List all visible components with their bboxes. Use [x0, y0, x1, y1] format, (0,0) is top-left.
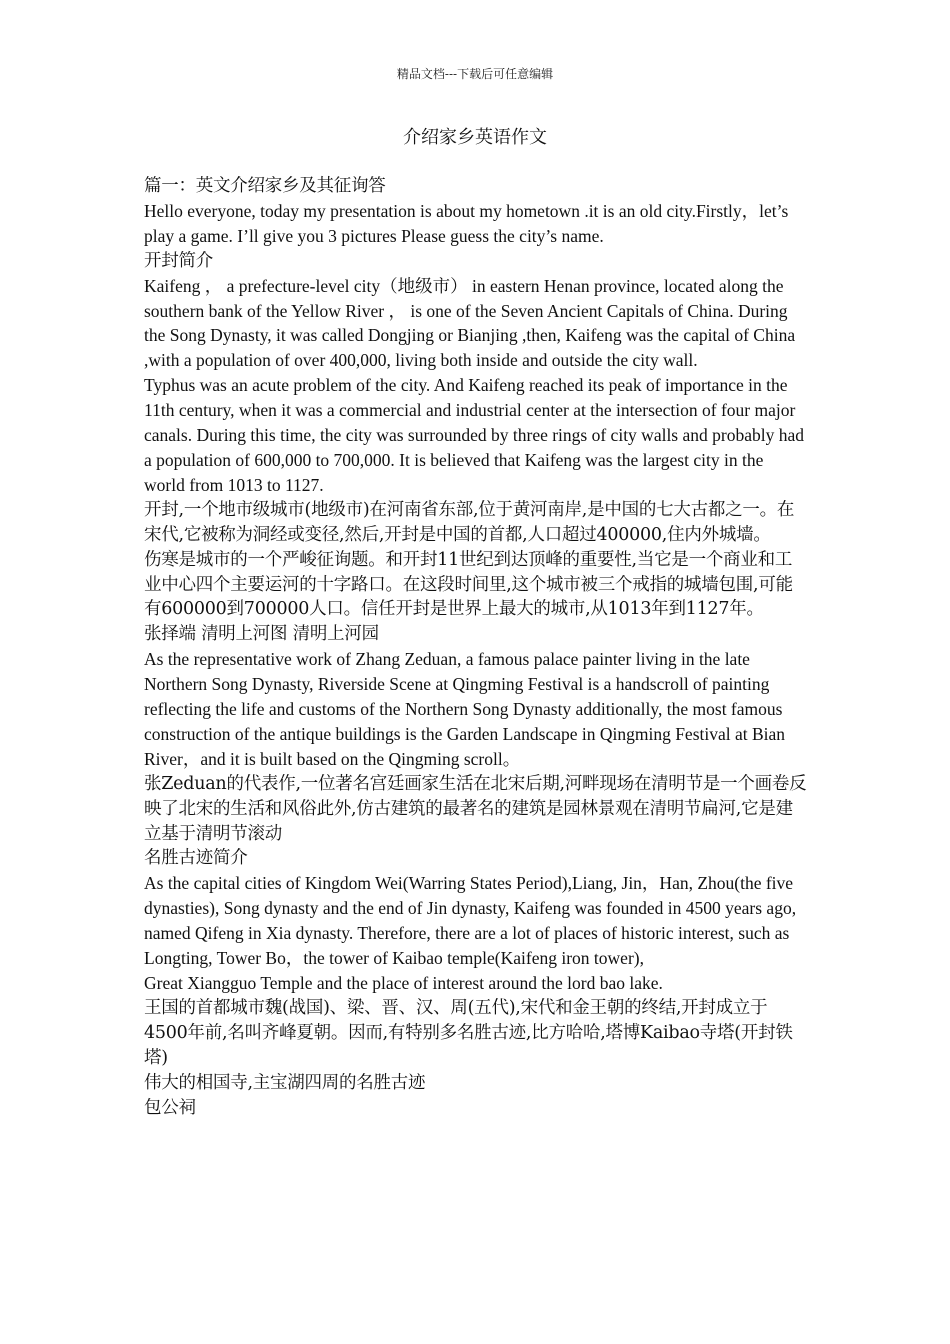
paragraph-kaifeng-chinese: 开封,一个地市级城市(地级市)在河南省东部,位于黄河南岸,是中国的七大古都之一。在宋代,它被称为洞经或变径,然后,开封是中国的首都,人口超过400000,住内外城墙。 — [144, 499, 795, 545]
section-heading-part-one: 篇一：英文介绍家乡及其征询答 — [144, 176, 386, 196]
paragraph-qingming-english: As the representative work of Zhang Zeduan, a famous palace painter living in the late Northern Song Dynasty, Riverside Scene at Qingming Festival is a handscroll of painting reflecting the life and customs of the Northern Song Dynasty additionally, the most famous construction of the antique buildings is the Garden Landscape in Qingming Festival at Bian River，and it is built based on the Qingming scroll。 — [144, 649, 786, 769]
section-heading-kaifeng-intro: 开封简介 — [144, 250, 213, 271]
paragraph-typhus-english: Typhus was an acute problem of the city. And Kaifeng reached its peak of importance in the 11th century, when it was a commercial and industrial center at the intersection of four major canals. During this time, the city was surrounded by three rings of city walls and probably had a population of 600,000 to 700,000. It is believed that Kaifeng was the largest city in the world from 1013 to 1127. — [144, 375, 804, 495]
section-heading-qingming: 张择端 清明上河图 清明上河园 — [144, 624, 379, 645]
paragraph-historic-sites-chinese: 王国的首都城市魏(战国)、梁、晋、汉、周(五代),宋代和金王朝的终结,开封成立于4500年前,名叫齐峰夏朝。因而,有特别多名胜古迹,比方哈哈,塔博Kaibao寺塔(开封铁塔) — [144, 997, 793, 1068]
paragraph-bao-temple: 包公祠 — [144, 1097, 196, 1118]
paragraph-xiangguo-chinese: 伟大的相国寺,主宝湖四周的名胜古迹 — [144, 1072, 426, 1093]
paragraph-intro-english: Hello everyone, today my presentation is about my hometown .it is an old city.Firstly，let’s play a game. I’ll give you 3 pictures Please guess the city’s name. — [144, 200, 789, 246]
header-note: 精品文档---下载后可任意编辑 — [396, 67, 554, 81]
paragraph-historic-sites-english: As the capital cities of Kingdom Wei(Warring States Period),Liang, Jin，Han, Zhou(the five dynasties), Song dynasty and the end of Jin dynasty, Kaifeng was founded in 4500 years ago, named Qifeng in Xia dynasty. Therefore, there are a lot of places of historic interest, such as Longting, Tower Bo，the tower of Kaibao temple(Kaifeng iron tower), — [144, 873, 797, 969]
section-heading-historic-sites: 名胜古迹简介 — [144, 848, 248, 869]
paragraph-typhus-chinese: 伤寒是城市的一个严峻征询题。和开封11世纪到达顶峰的重要性,当它是一个商业和工业中心四个主要运河的十字路口。在这段时间里,这个城市被三个戒指的城墙包围,可能有600000到700000人口。信任开封是世界上最大的城市,从1013年到1127年。 — [144, 549, 793, 620]
document-title: 介绍家乡英语作文 — [403, 127, 547, 148]
paragraph-qingming-chinese: 张Zeduan的代表作,一位著名宫廷画家生活在北宋后期,河畔现场在清明节是一个画卷反映了北宋的生活和风俗此外,仿古建筑的最著名的建筑是园林景观在清明节扁河,它是建立基于清明节滚动 — [144, 773, 807, 844]
paragraph-kaifeng-english: Kaifeng ， a prefecture-level city（地级市） in eastern Henan province, located along the southern bank of the Yellow River ， is one of the Seven Ancient Capitals of China. During the Song Dynasty, it was called Dongjing or Bianjing ,then, Kaifeng was the capital of China ,with a population of over 400,000, living both inside and outside the city wall. — [144, 275, 796, 371]
document-body — [144, 174, 808, 1120]
paragraph-xiangguo-english: Great Xiangguo Temple and the place of interest around the lord bao lake. — [144, 973, 663, 993]
